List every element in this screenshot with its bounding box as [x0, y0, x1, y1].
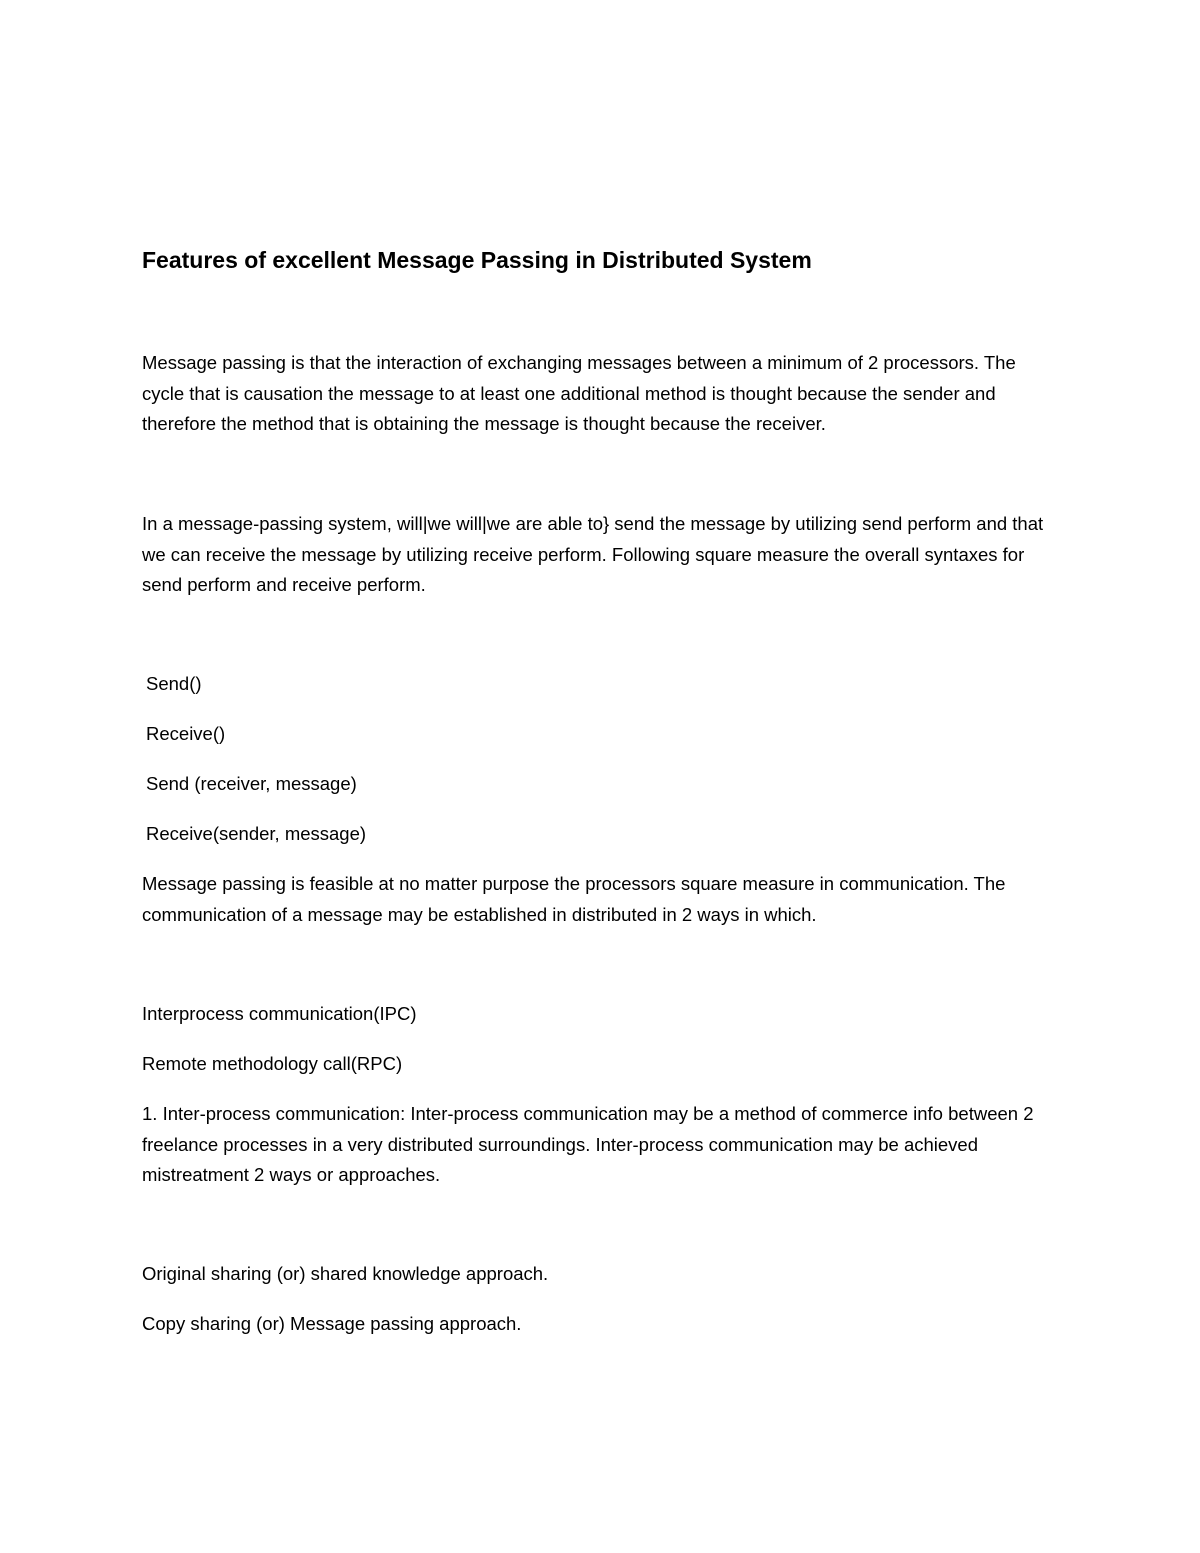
approach-item: Original sharing (or) shared knowledge approach. [142, 1263, 549, 1284]
intro-paragraph: Message passing is that the interaction of exchanging messages between a minimum of 2 processors. The cycle that is causation the message to at least one additional method is thought because the sender and therefore the method that is obtaining the message is thought because the receiver. [142, 352, 1016, 434]
communication-paragraph: Message passing is feasible at no matter purpose the processors square measure in communication. The communication of a message may be established in distributed in 2 ways in which. [142, 873, 1006, 925]
syntax-line: Receive() [146, 723, 226, 744]
syntax-line: Send() [146, 673, 202, 694]
document-title: Features of excellent Message Passing in Distributed System [142, 247, 812, 273]
syntax-line: Send (receiver, message) [146, 773, 357, 794]
method-item: Remote methodology call(RPC) [142, 1053, 403, 1074]
syntax-line: Receive(sender, message) [146, 823, 367, 844]
send-receive-paragraph: In a message-passing system, will|we will|we are able to} send the message by utilizing send perform and that we can receive the message by utilizing receive perform. Following square measure the overall syntaxes for send perform and receive perform. [142, 513, 1044, 595]
approach-item: Copy sharing (or) Message passing approach. [142, 1313, 522, 1334]
method-item: Interprocess communication(IPC) [142, 1003, 417, 1024]
ipc-paragraph: 1. Inter-process communication: Inter-process communication may be a method of commerce info between 2 freelance processes in a very distributed surroundings. Inter-process communication may be achieved mistreatment 2 ways or approaches. [142, 1103, 1034, 1185]
